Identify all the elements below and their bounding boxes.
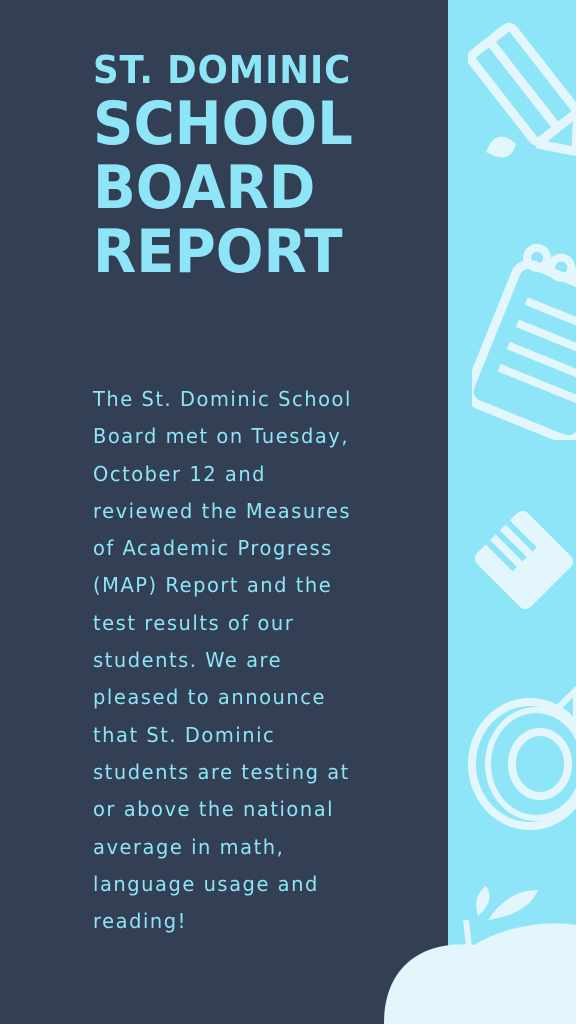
eraser-icon [472, 500, 576, 620]
tape-roll-icon [466, 680, 576, 840]
pencil-icon [468, 20, 576, 170]
title-line-3: BOARD [93, 153, 316, 223]
body-line: Board met on Tuesday, [93, 424, 350, 449]
body-line: students. We are [93, 648, 283, 673]
body-line: language usage and [93, 871, 319, 896]
body-line: reading! [93, 909, 187, 934]
poster-title [93, 48, 371, 287]
decorative-side-strip [448, 0, 576, 1024]
title-line-1: ST. DOMINIC [93, 48, 352, 92]
notepad-icon [472, 240, 576, 440]
body-line: average in math, [93, 834, 285, 859]
body-line: of Academic Progress [93, 536, 333, 561]
body-line: students are testing at [93, 759, 350, 784]
body-line: October 12 and [93, 461, 267, 486]
body-line: The St. Dominic School [93, 387, 352, 411]
body-line: (MAP) Report and the [93, 573, 333, 598]
body-line: or above the national [93, 797, 335, 822]
apple-body-shape [384, 915, 576, 1024]
body-line: pleased to announce [93, 685, 326, 710]
body-line: test results of our [93, 610, 295, 635]
body-line: that St. Dominic [93, 722, 276, 747]
report-body-text [93, 381, 433, 940]
title-line-4: REPORT [93, 217, 343, 287]
title-line-2: SCHOOL [93, 89, 353, 159]
body-line: reviewed the Measures [93, 498, 351, 523]
